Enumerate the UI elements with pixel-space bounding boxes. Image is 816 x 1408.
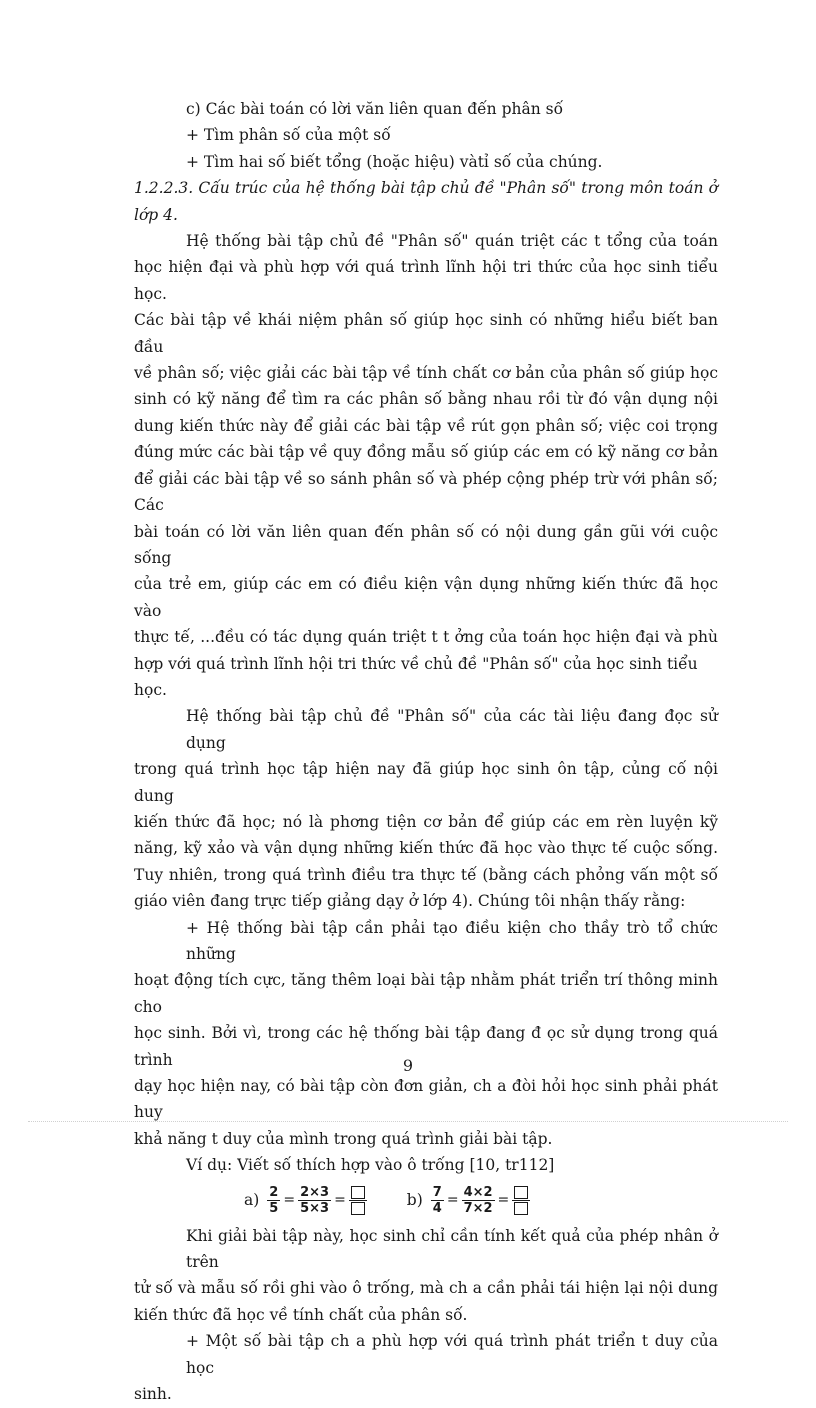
- text-line: Khi giải bài tập này, học sinh chỉ cần tính kết quả của phép nhân ở trên: [186, 1226, 718, 1272]
- denominator: 4: [432, 1201, 442, 1217]
- example-a-label: a): [244, 1191, 260, 1210]
- blank-box: [351, 1186, 365, 1199]
- denominator: 5×3: [300, 1201, 330, 1217]
- fraction-example: [134, 1181, 718, 1221]
- text-line: + Tìm hai số biết tổng (hoặc hiệu) vàtỉ số của chúng.: [186, 152, 603, 171]
- numerator: 4×2: [463, 1185, 493, 1201]
- text-line: Hệ thống bài tập chủ đề "Phân số" quán triệt các t tổng của toán: [186, 232, 718, 251]
- text-line: để giải các bài tập về so sánh phân số và phép cộng phép trừ với phân số; Các: [134, 469, 718, 515]
- text-line: kiến thức đã học về tính chất của phân số.: [134, 1305, 468, 1324]
- equals-sign: =: [497, 1192, 510, 1209]
- text-line: trong quá trình học tập hiện nay đã giúp học sinh ôn tập, củng cố nội dung: [134, 760, 718, 805]
- text-line: học hiện đại và phù hợp với quá trình lĩnh hội tri thức của học sinh tiểu học.: [134, 258, 718, 303]
- text-line: dạy học hiện nay, có bài tập còn đơn giản, ch a đòi hỏi học sinh phải phát huy: [134, 1077, 718, 1122]
- text-line: + Tìm phân số của một số: [186, 126, 391, 145]
- equals-sign: =: [334, 1192, 346, 1209]
- text-line: tử số và mẫu số rồi ghi vào ô trống, mà ch a cần phải tái hiện lại nội dung: [134, 1279, 718, 1298]
- text-line: Tuy nhiên, trong quá trình điều tra thực tế (bằng cách phỏng vấn một số: [134, 865, 718, 884]
- example-intro: Ví dụ: Viết số thích hợp vào ô trống [10, tr112]: [186, 1156, 555, 1175]
- numerator: 7: [432, 1185, 442, 1201]
- page-divider: [28, 1121, 788, 1122]
- text-line: hoạt động tích cực, tăng thêm loại bài tập nhằm phát triển trí thông minh cho: [134, 971, 718, 1016]
- text-line: thực tế, ...đều có tác dụng quán triệt t t ởng của toán học hiện đại và phù: [134, 628, 718, 647]
- text-line: sinh có kỹ năng để tìm ra các phân số bằng nhau rồi từ đó vận dụng nội: [134, 390, 718, 409]
- text-line: Hệ thống bài tập chủ đề "Phân số" của các tài liệu đang đọc sử dụng: [186, 707, 718, 752]
- text-line: Các bài tập về khái niệm phân số giúp học sinh có những hiểu biết ban đầu: [134, 311, 718, 356]
- equals-sign: =: [283, 1192, 296, 1209]
- denominator: 5: [269, 1201, 279, 1217]
- text-line: năng, kỹ xảo và vận dụng những kiến thức đã học vào thực tế cuộc sống.: [134, 839, 718, 858]
- text-line: sinh.: [134, 1385, 172, 1404]
- fraction-bar: [349, 1200, 367, 1201]
- numerator: 2×3: [300, 1185, 330, 1201]
- page-number: 9: [402, 1056, 414, 1075]
- text-line: học sinh. Bởi vì, trong các hệ thống bài tập đang đ ọc sử dụng trong quá trình: [134, 1024, 718, 1069]
- text-line: của trẻ em, giúp các em có điều kiện vận dụng những kiến thức đã học vào: [134, 575, 718, 620]
- blank-box: [514, 1186, 528, 1199]
- example-b-label: b): [406, 1191, 423, 1210]
- text-line: giáo viên đang trực tiếp giảng dạy ở lớp 4). Chúng tôi nhận thấy rằng:: [134, 892, 686, 911]
- text-line: kiến thức đã học; nó là phơng tiện cơ bản để giúp các em rèn luyện kỹ: [134, 812, 718, 831]
- blank-box: [514, 1202, 528, 1215]
- text-line: hợp với quá trình lĩnh hội tri thức về chủ đề "Phân số" của học sinh tiểu học.: [134, 654, 698, 699]
- section-heading: 1.2.2.3. Cấu trúc của hệ thống bài tập chủ đề "Phân số" trong môn toán ở: [134, 179, 718, 198]
- text-line: + Một số bài tập ch a phù hợp với quá trình phát triển t duy của học: [186, 1332, 718, 1377]
- page-body: [134, 96, 718, 1408]
- denominator: 7×2: [463, 1201, 493, 1217]
- text-line: đúng mức các bài tập về quy đồng mẫu số giúp các em có kỹ năng cơ bản: [134, 443, 718, 462]
- text-line: về phân số; việc giải các bài tập về tính chất cơ bản của phân số giúp học: [134, 364, 718, 383]
- fraction: [267, 1185, 280, 1216]
- numerator: 2: [269, 1185, 279, 1201]
- text-line: khả năng t duy của mình trong quá trình giải bài tập.: [134, 1129, 553, 1148]
- text-line: bài toán có lời văn liên quan đến phân số có nội dung gần gũi với cuộc sống: [134, 522, 718, 567]
- blank-fraction: [512, 1186, 530, 1215]
- fraction: [431, 1185, 444, 1216]
- section-heading: lớp 4.: [134, 205, 178, 224]
- fraction: [462, 1185, 495, 1216]
- text-line: + Hệ thống bài tập cần phải tạo điều kiện cho thầy trò tổ chức những: [186, 918, 718, 963]
- blank-box: [351, 1202, 365, 1215]
- fraction-bar: [512, 1200, 530, 1201]
- equals-sign: =: [446, 1192, 459, 1209]
- text-line: c) Các bài toán có lời văn liên quan đến phân số: [186, 100, 564, 118]
- blank-fraction: [349, 1186, 367, 1215]
- text-line: dung kiến thức này để giải các bài tập về rút gọn phân số; việc coi trọng: [134, 416, 718, 435]
- fraction: [298, 1185, 331, 1216]
